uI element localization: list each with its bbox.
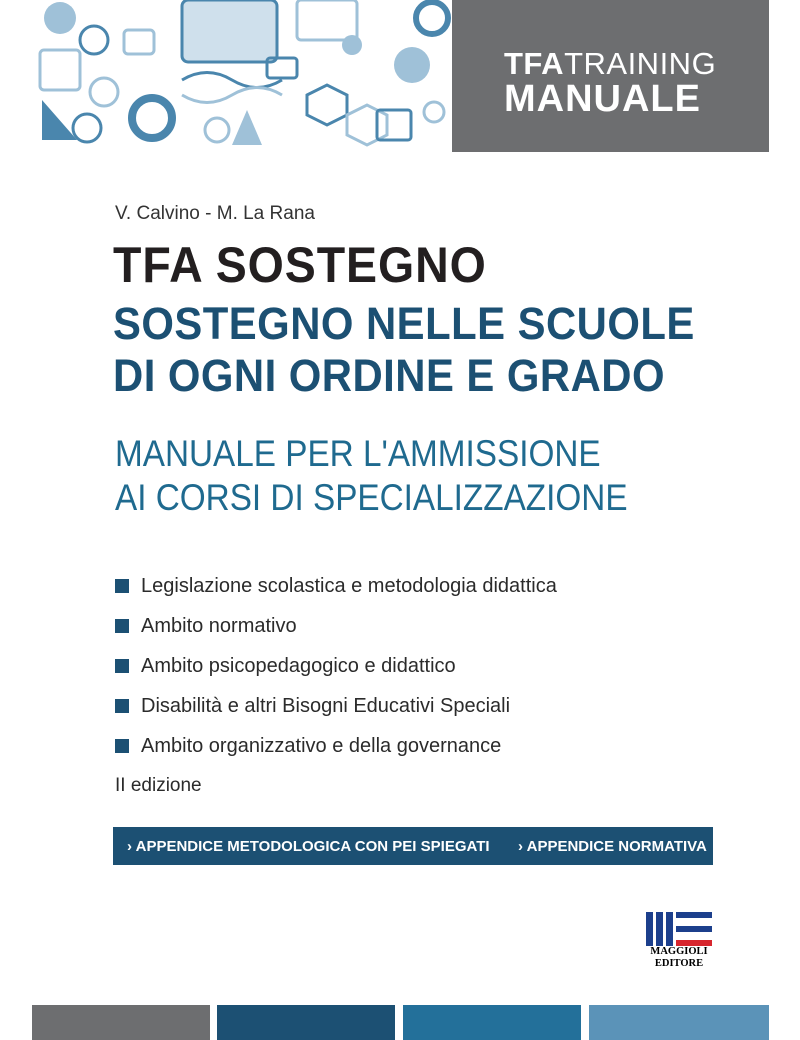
topics-list (115, 566, 557, 766)
appendix-normative: › APPENDICE NORMATIVA (518, 838, 707, 855)
topic-label: Disabilità e altri Bisogni Educativi Speciali (141, 694, 511, 717)
publisher-logo (646, 912, 712, 972)
square-bullet-icon (115, 579, 129, 593)
series-type: MANUALE (504, 78, 701, 120)
network-icon (80, 26, 108, 54)
monitor-icon (182, 0, 277, 62)
footer-stripe-dark-blue (217, 1005, 395, 1040)
chart-icon (205, 118, 229, 142)
subtitle-line: DI OGNI ORDINE E GRADO (113, 350, 665, 401)
description-line: AI CORSI DI SPECIALIZZAZIONE (115, 477, 628, 518)
notebook-icon (377, 110, 411, 140)
lightbulb-icon (342, 35, 362, 55)
series-label-box (452, 0, 769, 152)
edition-label: II edizione (115, 775, 202, 796)
publisher-name (646, 946, 712, 970)
pie-icon (424, 102, 444, 122)
book-icon (297, 0, 357, 40)
publisher-name-line: EDITORE (654, 958, 704, 969)
book-title: TFA SOSTEGNO (113, 237, 487, 293)
cover-illustration-icons (32, 0, 452, 152)
publisher-name-line: MAGGIOLI (650, 946, 708, 957)
topic-label: Ambito organizzativo e della governance (141, 734, 502, 757)
square-bullet-icon (115, 739, 129, 753)
footer-stripe-mid-blue (403, 1005, 581, 1040)
topic-label: Ambito normativo (141, 614, 297, 637)
gear-small-icon (416, 2, 448, 34)
book-description (115, 432, 628, 520)
ruler-icon (40, 50, 80, 90)
flask-icon (232, 110, 262, 145)
appendix-bar (113, 827, 713, 865)
stopwatch-icon (90, 78, 118, 106)
maggioli-logo-icon (646, 912, 712, 946)
education-icons-collage (32, 0, 452, 152)
series-brand (504, 48, 716, 79)
square-bullet-icon (115, 619, 129, 633)
magnifier-icon (73, 114, 101, 142)
molecule-icon (307, 85, 347, 125)
speech-bubble-icon (394, 47, 430, 83)
series-brand-bold: TFA (504, 46, 565, 81)
topic-item (115, 646, 557, 686)
square-bullet-icon (115, 699, 129, 713)
set-square-icon (42, 100, 77, 140)
footer-stripe-gray (32, 1005, 210, 1040)
gear-icon (132, 98, 172, 138)
lock-icon (124, 30, 154, 54)
authors: V. Calvino - M. La Rana (115, 203, 315, 224)
subtitle-line: SOSTEGNO NELLE SCUOLE (113, 298, 695, 349)
topic-item (115, 726, 557, 766)
dollar-icon (44, 2, 76, 34)
square-bullet-icon (115, 659, 129, 673)
topic-label: Legislazione scolastica e metodologia didattica (141, 574, 557, 597)
series-brand-light: TRAINING (564, 46, 717, 81)
topic-item (115, 686, 557, 726)
topic-label: Ambito psicopedagogico e didattico (141, 654, 456, 677)
topic-item (115, 566, 557, 606)
description-line: MANUALE PER L'AMMISSIONE (115, 433, 601, 474)
topic-item (115, 606, 557, 646)
appendix-methodological: › APPENDICE METODOLOGICA CON PEI SPIEGATI (127, 838, 490, 855)
book-subtitle (113, 298, 695, 402)
footer-stripe-light-blue (589, 1005, 769, 1040)
